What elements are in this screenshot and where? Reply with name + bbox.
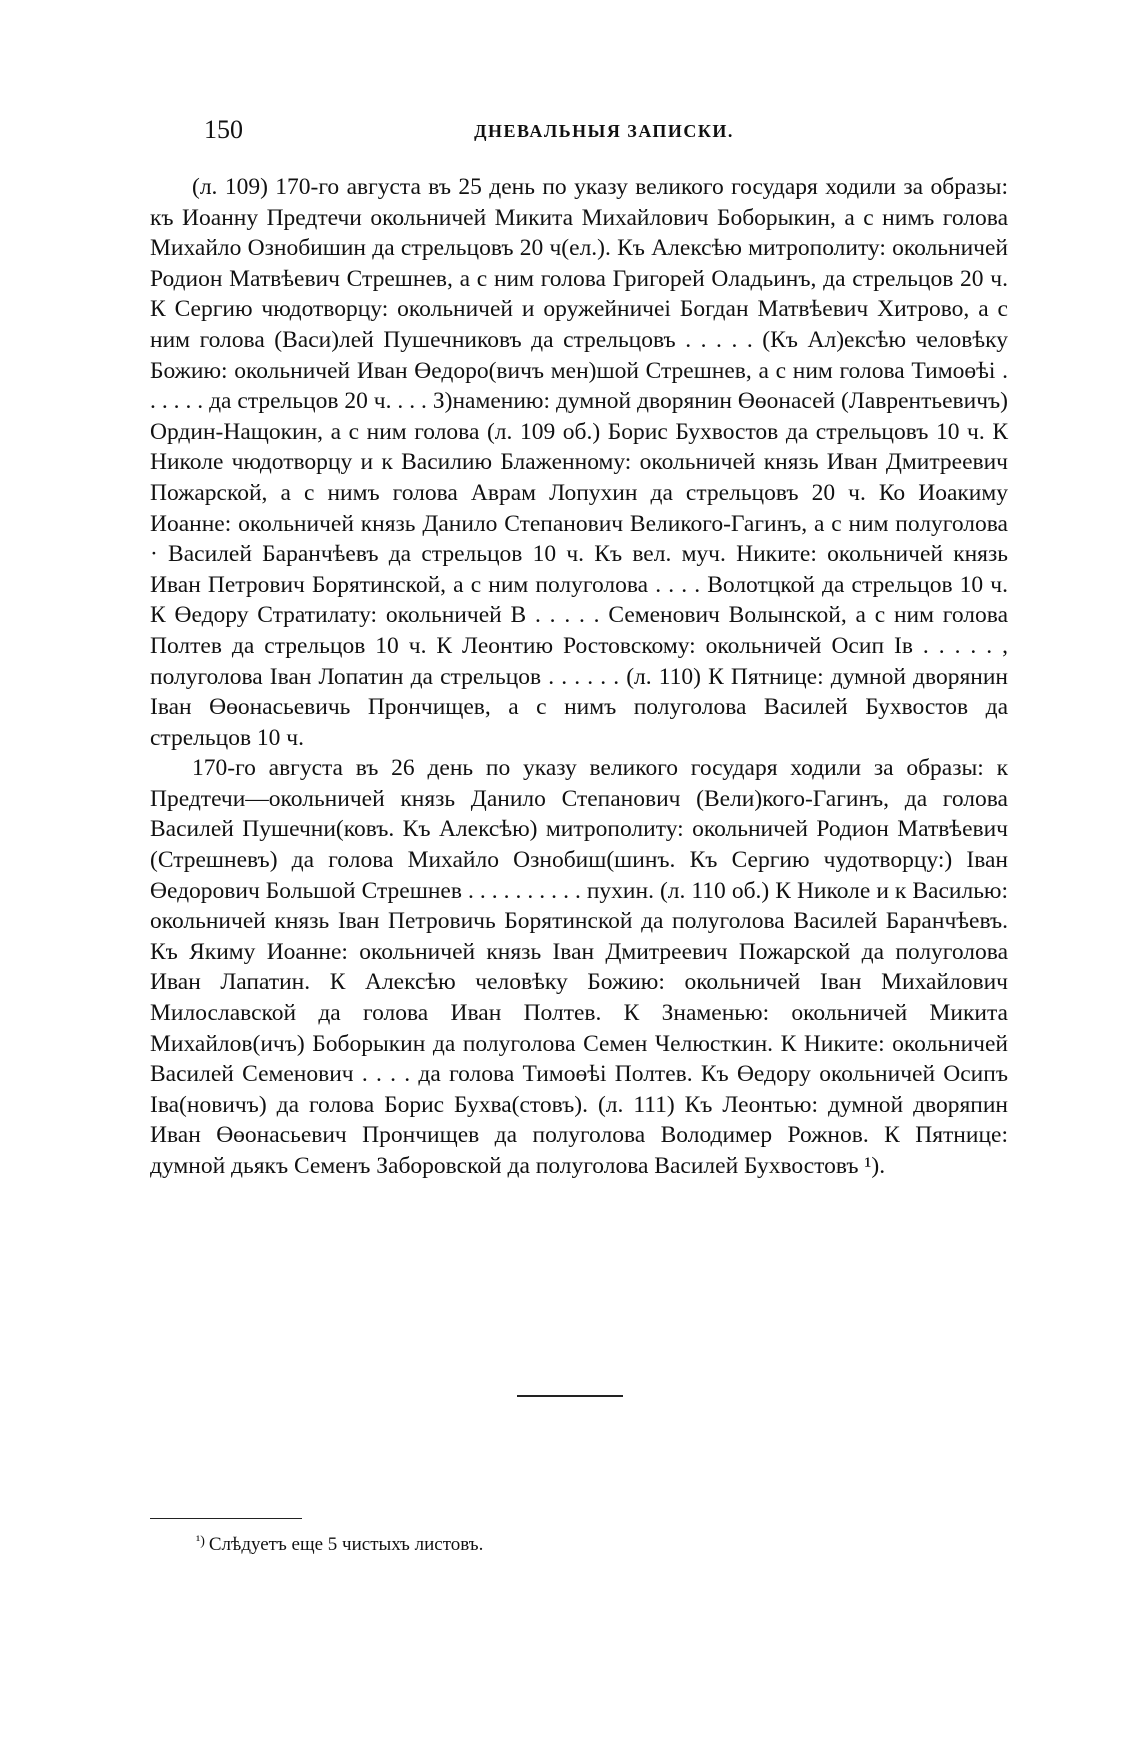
paragraph: 170-го августа въ 26 день по указу великого государя ходили за образы: к Предтечи—окольничей князь Данило Степанович (Вели)кого-Гагинъ, да голова Василей Пушечни(ковъ. Къ Алексѣю) митрополиту: окольничей Родион Матвѣевич (Стрешневъ) да голова Михайло Ознобиш(шинъ. Къ Сергию чудотворцу:) Іван Өедорович Большой Стрешнев . . . . . . . . . . пухин. (л. 110 об.) К Николе и к Василью: окольничей князь Іван Петровичь Борятинской да полуголова Василей Баранчѣевъ. Къ Якиму Иоанне: окольничей князь Іван Дмитреевич Пожарской да полуголова Иван Лапатин. К Алексѣю человѣку Божию: окольничей Іван Михайлович Милославской да голова Иван Полтев. К Знаменью: окольничей Микита Михайлов(ичъ) Боборыкин да полуголова Семен Челюсткин. К Никите: окольничей Василей Семенович . . . . да голова Тимоөѣі Полтев. Къ Өедору окольничей Осипъ Іва(новичъ) да голова Борис Бухва(стовъ). (л. 111) Къ Леонтью: думной дворяпин Иван Өөонасьевич Прончищев да полуголова Володимер Рожнов. К Пятнице: думной дьякъ Семенъ Заборовской да полуголова Василей Бухвостовъ ¹). [150, 755, 1008, 1179]
paragraph: (л. 109) 170-го августа въ 25 день по указу великого государя ходили за образы: къ Иоанну Предтечи окольничей Микита Михайлович Боборыкин, а с нимъ голова Михайло Ознобишин да стрельцовъ 20 ч(ел.). Къ Алексѣю митрополиту: окольничей Родион Матвѣевич Стрешнев, а с ним голова Григорей Оладьинъ, да стрельцов 20 ч. К Сергию чюдотворцу: окольничей и оружейничеі Богдан Матвѣевич Хитрово, а с ним голова (Васи)лей Пушечниковъ да стрельцовъ . . . . . (Къ Ал)ексѣю человѣку Божию: окольничей Иван Өедоро(вичъ мен)шой Стрешнев, а с ним голова Тимоөѣі . . . . . . да стрельцов 20 ч. . . . З)намению: думной дворянин Өөонасей (Лаврентьевичъ) Ордин-Нащокин, а с ним голова (л. 109 об.) Борис Бухвостов да стрельцовъ 10 ч. К Николе чюдотворцу и к Василию Блаженному: окольничей князь Иван Дмитреевич Пожарской, а с нимъ голова Аврам Лопухин да стрельцовъ 20 ч. Ко Иоакиму Иоанне: окольничей князь Данило Степанович Великого-Гагинъ, а с ним полуголова · Василей Баранчѣевъ да стрельцов 10 ч. Къ вел. муч. Никите: окольничей князь Иван Петрович Борятинской, а с ним полуголова . . . . Волотцкой да стрельцов 10 ч. К Өедору Стратилату: окольничей В . . . . . Семенович Волынской, а с ним голова Полтев да стрельцов 10 ч. К Леонтию Ростовскому: окольничей Осип Ів . . . . . , полуголова Іван Лопатин да стрельцов . . . . . . (л. 110) К Пятнице: думной дворянин Іван Өөонасьевичь Прончищев, а с нимъ полуголова Василей Бухвостов да стрельцов 10 ч. [150, 174, 1008, 751]
footnote [196, 1528, 896, 1559]
running-title: ДНЕВАЛЬНЫЯ ЗАПИСКИ. [474, 121, 734, 141]
footnote-marker: ¹) [196, 1534, 205, 1549]
body-text [150, 172, 1008, 1182]
page-number: 150 [204, 115, 243, 144]
footnote-rule [150, 1518, 302, 1519]
section-separator [517, 1395, 623, 1397]
page-header [204, 112, 1004, 152]
footnote-text: Слѣдуетъ еще 5 чистыхъ листовъ. [208, 1534, 484, 1555]
